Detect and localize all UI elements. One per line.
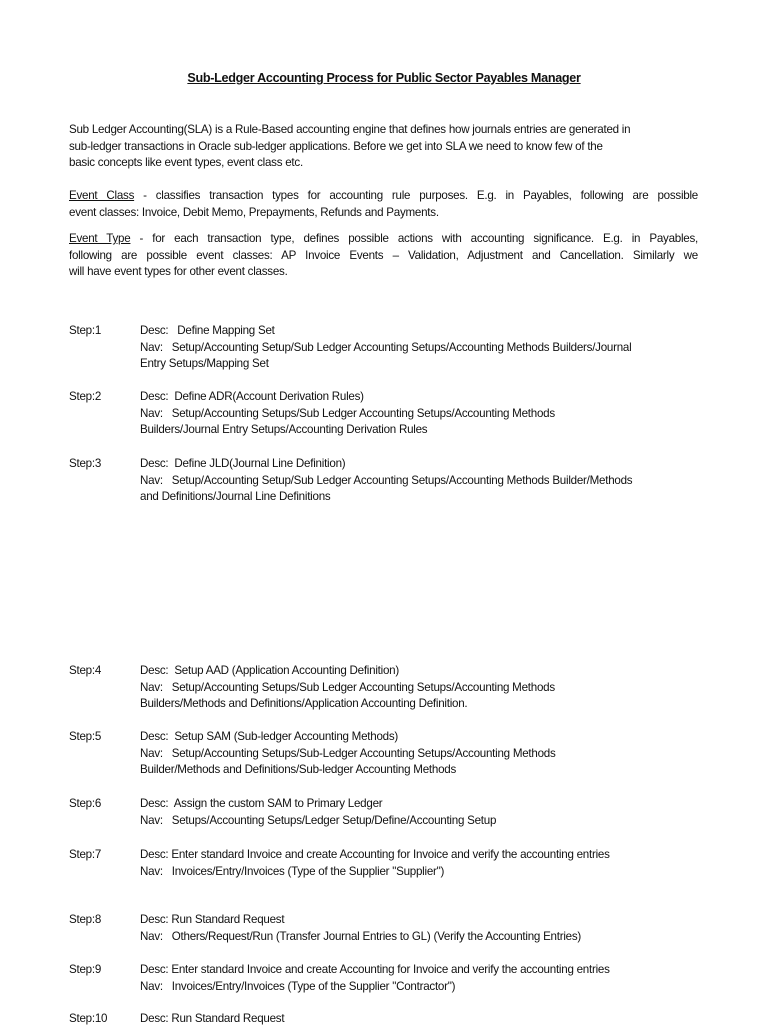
- step-desc: Desc: Run Standard Request: [140, 913, 285, 926]
- step-nav: Entry Setups/Mapping Set: [140, 357, 269, 371]
- step-label: Step:9: [69, 963, 102, 976]
- step-nav: and Definitions/Journal Line Definitions: [140, 490, 331, 504]
- step-desc: Desc: Define JLD(Journal Line Definition): [140, 457, 346, 470]
- step-desc: Desc: Enter standard Invoice and create Accounting for Invoice and verify the accounting entries: [140, 963, 610, 976]
- step-desc: Desc: Enter standard Invoice and create Accounting for Invoice and verify the accounting entries: [140, 848, 610, 861]
- step-label: Step:3: [69, 457, 102, 470]
- step-body: [140, 912, 710, 945]
- step-body: [140, 962, 710, 995]
- step-body: [140, 323, 710, 373]
- step-desc: Desc: Setup AAD (Application Accounting Definition): [140, 664, 399, 677]
- step-label: Step:7: [69, 848, 102, 861]
- step-nav: Nav: Setups/Accounting Setups/Ledger Setup/Define/Accounting Setup: [140, 813, 497, 827]
- step-nav: Nav: Invoices/Entry/Invoices (Type of the Supplier "Supplier"): [140, 864, 445, 878]
- step-body: [140, 847, 710, 880]
- step-body: [140, 456, 710, 506]
- step-nav: Nav: Others/Request/Run (Transfer Journal Entries to GL) (Verify the Accounting Entries): [140, 929, 582, 943]
- step-desc: Desc: Define Mapping Set: [140, 324, 275, 337]
- step-desc: Desc: Setup SAM (Sub-ledger Accounting Methods): [140, 730, 399, 743]
- step-body: [140, 729, 710, 779]
- event-type-paragraph: Event Type - for each transaction type, defines possible actions with accounting significance. E.g. in Payables, following are possible event classes: AP Invoice Events – Validation, Adjustment and Cancellation. Similarly we will have event types for other event classes.: [69, 232, 699, 279]
- step-body: [140, 796, 710, 829]
- event-type-term: Event Type: [69, 232, 131, 245]
- step-label: Step:6: [69, 797, 102, 810]
- step-body: [140, 389, 710, 439]
- step-label: Step:8: [69, 913, 102, 926]
- step-label: Step:1: [69, 324, 102, 337]
- step-label: Step:4: [69, 664, 102, 677]
- step-nav: Nav: Invoices/Entry/Invoices (Type of the Supplier "Contractor"): [140, 979, 456, 993]
- step-nav: Builders/Methods and Definitions/Application Accounting Definition.: [140, 697, 468, 711]
- step-nav: Nav: Setup/Accounting Setup/Sub Ledger Accounting Setups/Accounting Methods Builder/Methods: [140, 473, 633, 487]
- step-desc: Desc: Assign the custom SAM to Primary Ledger: [140, 797, 383, 810]
- step-nav: Nav: Setup/Accounting Setups/Sub-Ledger Accounting Setups/Accounting Methods: [140, 746, 556, 760]
- step-nav: Builder/Methods and Definitions/Sub-ledger Accounting Methods: [140, 763, 457, 777]
- step-nav: Nav: Setup/Accounting Setup/Sub Ledger Accounting Setups/Accounting Methods Builders/Journal: [140, 340, 632, 354]
- step-body: [140, 663, 710, 713]
- page-title: Sub-Ledger Accounting Process for Public Sector Payables Manager: [187, 71, 581, 85]
- step-nav: Nav: Setup/Accounting Setups/Sub Ledger Accounting Setups/Accounting Methods: [140, 406, 555, 420]
- step-nav: Builders/Journal Entry Setups/Accounting Derivation Rules: [140, 423, 428, 437]
- step-nav: Nav: Setup/Accounting Setups/Sub Ledger Accounting Setups/Accounting Methods: [140, 680, 555, 694]
- event-class-paragraph: Event Class - classifies transaction types for accounting rule purposes. E.g. in Payables, following are possible event classes: Invoice, Debit Memo, Prepayments, Refunds and Payments.: [69, 189, 699, 219]
- step-label: Step:2: [69, 390, 102, 403]
- event-class-term: Event Class: [69, 189, 135, 202]
- step-body: [140, 1011, 710, 1028]
- step-desc: Desc: Run Standard Request: [140, 1012, 285, 1025]
- step-desc: Desc: Define ADR(Account Derivation Rules): [140, 390, 364, 403]
- intro-paragraph: Sub Ledger Accounting(SLA) is a Rule-Based accounting engine that defines how journals entries are generated in sub-ledger transactions in Oracle sub-ledger applications. Before we get into SLA we need to know few of the basic concepts like event types, event class etc.: [69, 123, 631, 170]
- step-label: Step:5: [69, 730, 102, 743]
- step-label: Step:10: [69, 1012, 108, 1025]
